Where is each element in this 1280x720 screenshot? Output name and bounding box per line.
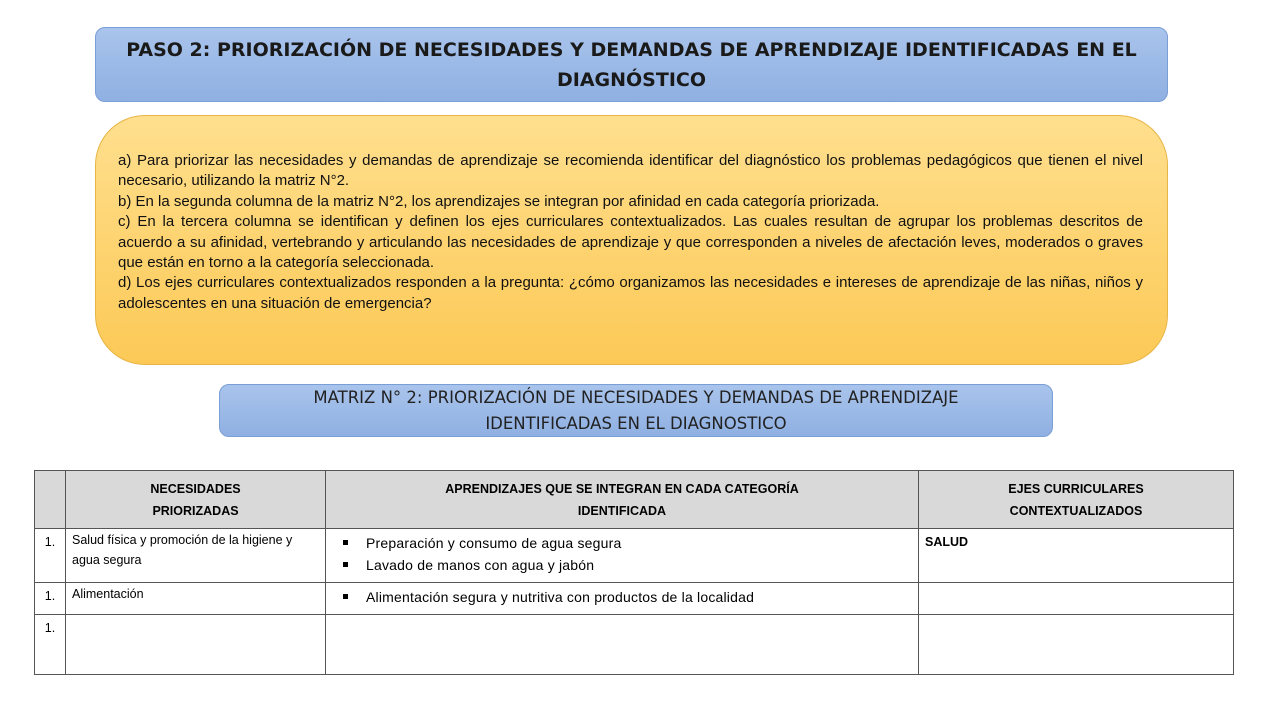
step-title-banner bbox=[95, 27, 1168, 102]
step-title-line1: PASO 2: PRIORIZACIÓN DE NECESIDADES Y DEMANDAS DE APRENDIZAJE IDENTIFICADAS EN EL bbox=[126, 38, 1137, 61]
table-row bbox=[35, 615, 1234, 675]
header-needs-line1: NECESIDADES bbox=[150, 481, 241, 496]
learnings-list bbox=[334, 586, 910, 608]
learning-item: Lavado de manos con agua y jabón bbox=[334, 554, 910, 576]
header-axes-line2: CONTEXTUALIZADOS bbox=[1009, 503, 1143, 518]
learnings-list bbox=[334, 532, 910, 576]
row-learnings bbox=[326, 529, 919, 583]
table-row bbox=[35, 529, 1234, 583]
header-needs-line2: PRIORIZADAS bbox=[152, 503, 239, 518]
header-learnings bbox=[326, 471, 919, 529]
table-header-row bbox=[35, 471, 1234, 529]
instructions-box bbox=[95, 115, 1168, 365]
matrix-title-line1: MATRIZ N° 2: PRIORIZACIÓN DE NECESIDADES Y DEMANDAS DE APRENDIZAJE bbox=[313, 387, 959, 407]
row-number: 1. bbox=[35, 583, 66, 615]
matrix-title-banner bbox=[219, 384, 1053, 437]
header-learnings-line2: IDENTIFICADA bbox=[577, 503, 667, 518]
learning-item: Preparación y consumo de agua segura bbox=[334, 532, 910, 554]
step-title-line2: DIAGNÓSTICO bbox=[556, 68, 706, 91]
instruction-c: c) En la tercera columna se identifican y definen los ejes curriculares contextualizados. Las cuales resultan de agrupar los problemas descritos de acuerdo a su afinidad, vertebrando y articulando las necesidades de aprendizaje y que corresponden a niveles de afectación leves, moderados o graves que están en torno a la categoría seleccionada. bbox=[118, 213, 1143, 272]
row-learnings bbox=[326, 615, 919, 675]
instruction-d: d) Los ejes curriculares contextualizados responden a la pregunta: ¿cómo organizamos las necesidades e intereses de aprendizaje de las niñas, niños y adolescentes en una situación de emergencia? bbox=[118, 274, 1143, 312]
row-need bbox=[66, 615, 326, 675]
learning-item: Alimentación segura y nutritiva con productos de la localidad bbox=[334, 586, 910, 608]
row-need: Alimentación bbox=[66, 583, 326, 615]
header-learnings-line1: APRENDIZAJES QUE SE INTEGRAN EN CADA CATEGORÍA bbox=[445, 481, 799, 496]
header-number bbox=[35, 471, 66, 529]
header-axes-line1: EJES CURRICULARES bbox=[1008, 481, 1144, 496]
header-axes bbox=[919, 471, 1234, 529]
row-number: 1. bbox=[35, 529, 66, 583]
row-learnings bbox=[326, 583, 919, 615]
instruction-b: b) En la segunda columna de la matriz N°2, los aprendizajes se integran por afinidad en cada categoría priorizada. bbox=[118, 192, 880, 210]
row-axis bbox=[919, 615, 1234, 675]
row-axis bbox=[919, 583, 1234, 615]
row-need: Salud física y promoción de la higiene y agua segura bbox=[66, 529, 326, 583]
matrix-title-line2: IDENTIFICADAS EN EL DIAGNOSTICO bbox=[485, 413, 787, 433]
header-needs bbox=[66, 471, 326, 529]
priorization-matrix-table bbox=[34, 470, 1234, 675]
table-row bbox=[35, 583, 1234, 615]
row-axis: SALUD bbox=[919, 529, 1234, 583]
instruction-a: a) Para priorizar las necesidades y demandas de aprendizaje se recomienda identificar del diagnóstico los problemas pedagógicos que tienen el nivel necesario, utilizando la matriz N°2. bbox=[118, 152, 1143, 190]
row-number: 1. bbox=[35, 615, 66, 675]
